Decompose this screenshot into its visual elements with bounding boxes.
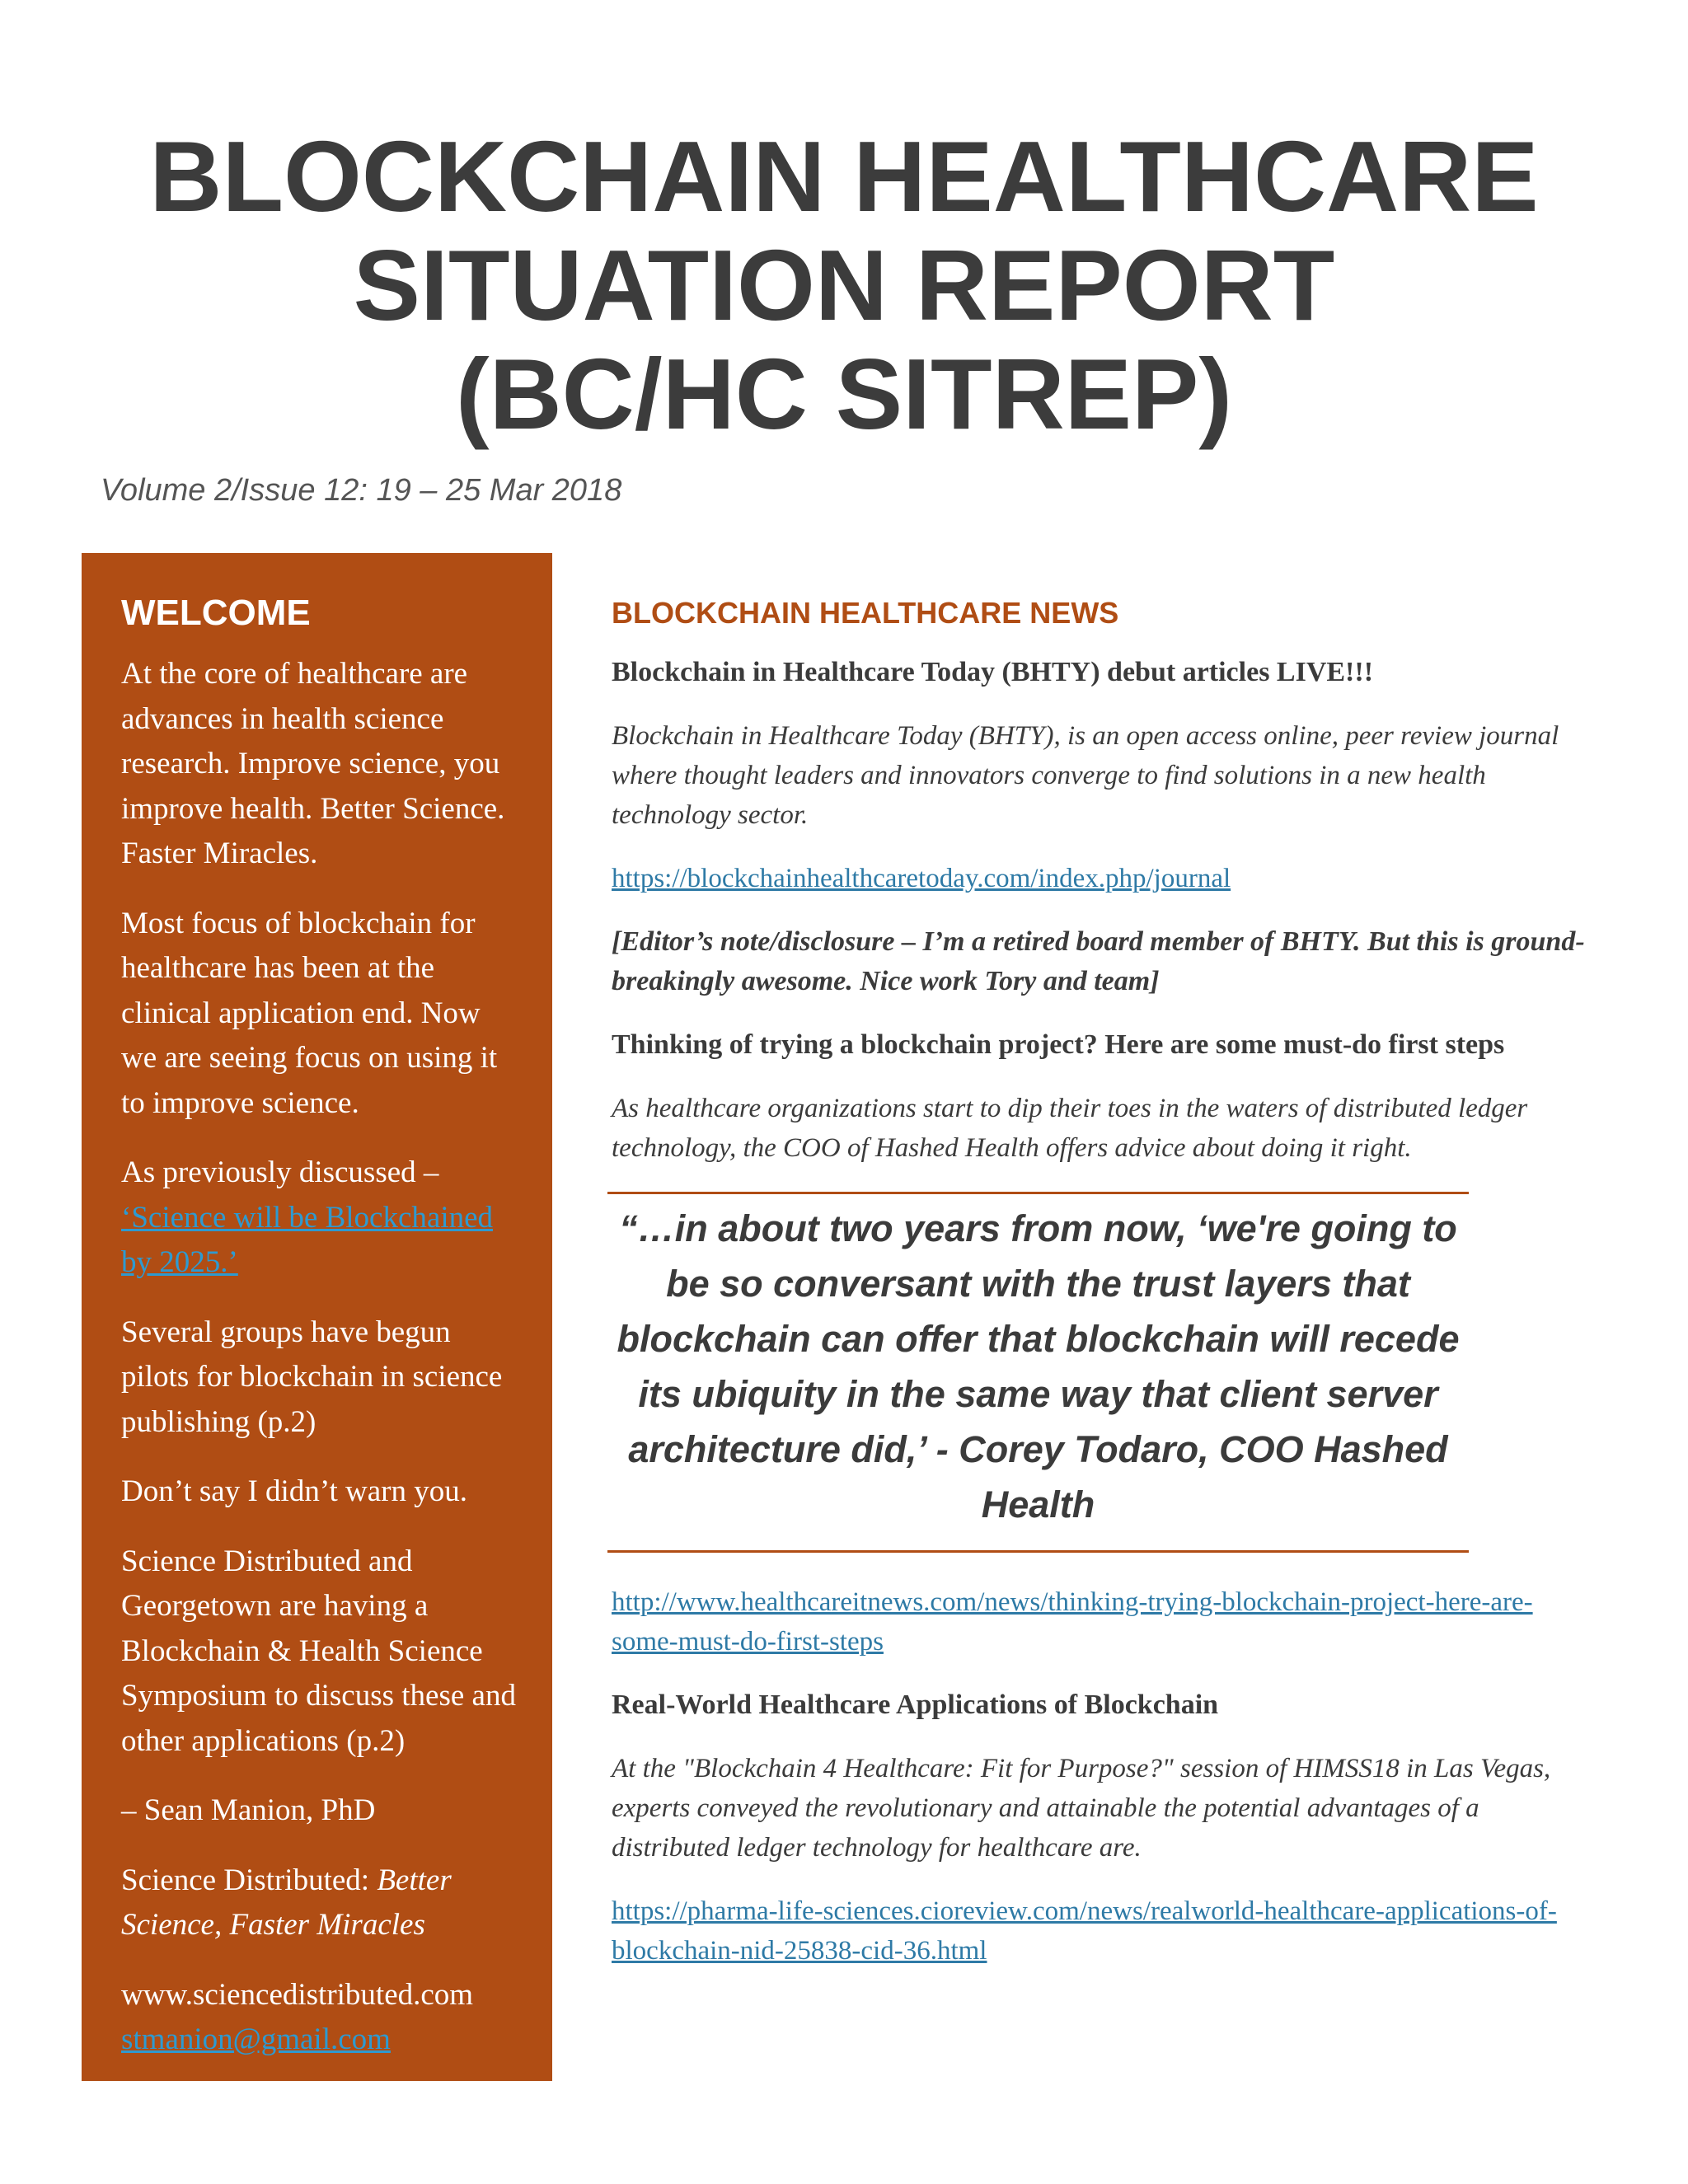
welcome-paragraph-1: At the core of healthcare are advances in health science research. Improve science, you improve health. Better Science. Faster Miracles. [121, 657, 505, 870]
tagline-italic: Better Science, Faster Miracles [121, 1863, 452, 1942]
news-description-2: As healthcare organizations start to dip their toes in the waters of distributed ledger technology, the COO of Hashed Health offers advice about doing it right. [612, 1094, 1528, 1163]
news-link-1[interactable]: https://blockchainhealthcaretoday.com/index.php/journal [612, 864, 1231, 893]
news-description-3: At the "Blockchain 4 Healthcare: Fit for Purpose?" session of HIMSS18 in Las Vegas, experts conveyed the revolutionary and attainable the potential advantages of a distributed ledger technology for healthcare are. [612, 1754, 1551, 1863]
welcome-paragraph-5: Don’t say I didn’t warn you. [121, 1474, 467, 1508]
title-line-1: BLOCKCHAIN HEALTHCARE [149, 120, 1539, 232]
email-link[interactable]: stmanion@gmail.com [121, 2022, 391, 2056]
editor-note: [Editor’s note/disclosure – I’m a retired board member of BHTY. But this is ground-breakingly awesome. Nice work Tory and team] [612, 926, 1585, 996]
news-link-2[interactable]: http://www.healthcareitnews.com/news/thinking-trying-blockchain-project-here-are-some-must-do-first-steps [612, 1587, 1533, 1657]
news-column [612, 595, 1592, 1994]
welcome-paragraph-6: Science Distributed and Georgetown are having a Blockchain & Health Science Symposium to discuss these and other applications (p.2) [121, 1544, 516, 1758]
issue-volume: Volume 2/Issue 12: 19 – 25 Mar 2018 [101, 473, 622, 508]
news-description-1: Blockchain in Healthcare Today (BHTY), is an open access online, peer review journal where thought leaders and innovators converge to find solutions in a new health technology sector. [612, 721, 1559, 830]
news-link-3[interactable]: https://pharma-life-sciences.cioreview.com/news/realworld-healthcare-applications-of-blockchain-nid-25838-cid-36.html [612, 1896, 1557, 1966]
report-title [0, 122, 1688, 448]
previously-discussed-text: As previously discussed – [121, 1155, 439, 1189]
news-section-title: BLOCKCHAIN HEALTHCARE NEWS [612, 596, 1119, 630]
tagline [121, 1858, 519, 1948]
pull-quote: “…in about two years from now, ‘we're going to be so conversant with the trust layers that blockchain can offer that blockchain will recede its ubiquity in the same way that client server architecture did,’ - Corey Todaro, COO Hashed Health [607, 1192, 1469, 1553]
website-text: www.sciencedistributed.com [121, 1977, 474, 2012]
welcome-sidebar [82, 553, 552, 2081]
news-link-wrap-3 [612, 1891, 1592, 1971]
science-blockchained-link[interactable]: ‘Science will be Blockchained by 2025.’ [121, 1200, 494, 1279]
news-headline-1: Blockchain in Healthcare Today (BHTY) debut articles LIVE!!! [612, 657, 1374, 687]
news-link-wrap-1 [612, 859, 1592, 898]
title-line-3: (BC/HC SITREP) [455, 338, 1233, 450]
welcome-paragraph-4: Several groups have begun pilots for blockchain in science publishing (p.2) [121, 1315, 503, 1439]
news-headline-2: Thinking of trying a blockchain project? Here are some must-do first steps [612, 1029, 1505, 1060]
welcome-paragraph-2: Most focus of blockchain for healthcare has been at the clinical application end. Now we are seeing focus on using it to improve science. [121, 906, 498, 1120]
contact-block [121, 1973, 519, 2063]
news-headline-3: Real-World Healthcare Applications of Blockchain [612, 1690, 1219, 1720]
welcome-paragraph-3 [121, 1151, 519, 1286]
title-line-2: SITUATION REPORT [353, 229, 1335, 341]
news-link-wrap-2 [612, 1582, 1592, 1661]
tagline-prefix: Science Distributed: [121, 1863, 377, 1897]
author-signature: – Sean Manion, PhD [121, 1793, 376, 1827]
welcome-heading: WELCOME [121, 593, 311, 633]
